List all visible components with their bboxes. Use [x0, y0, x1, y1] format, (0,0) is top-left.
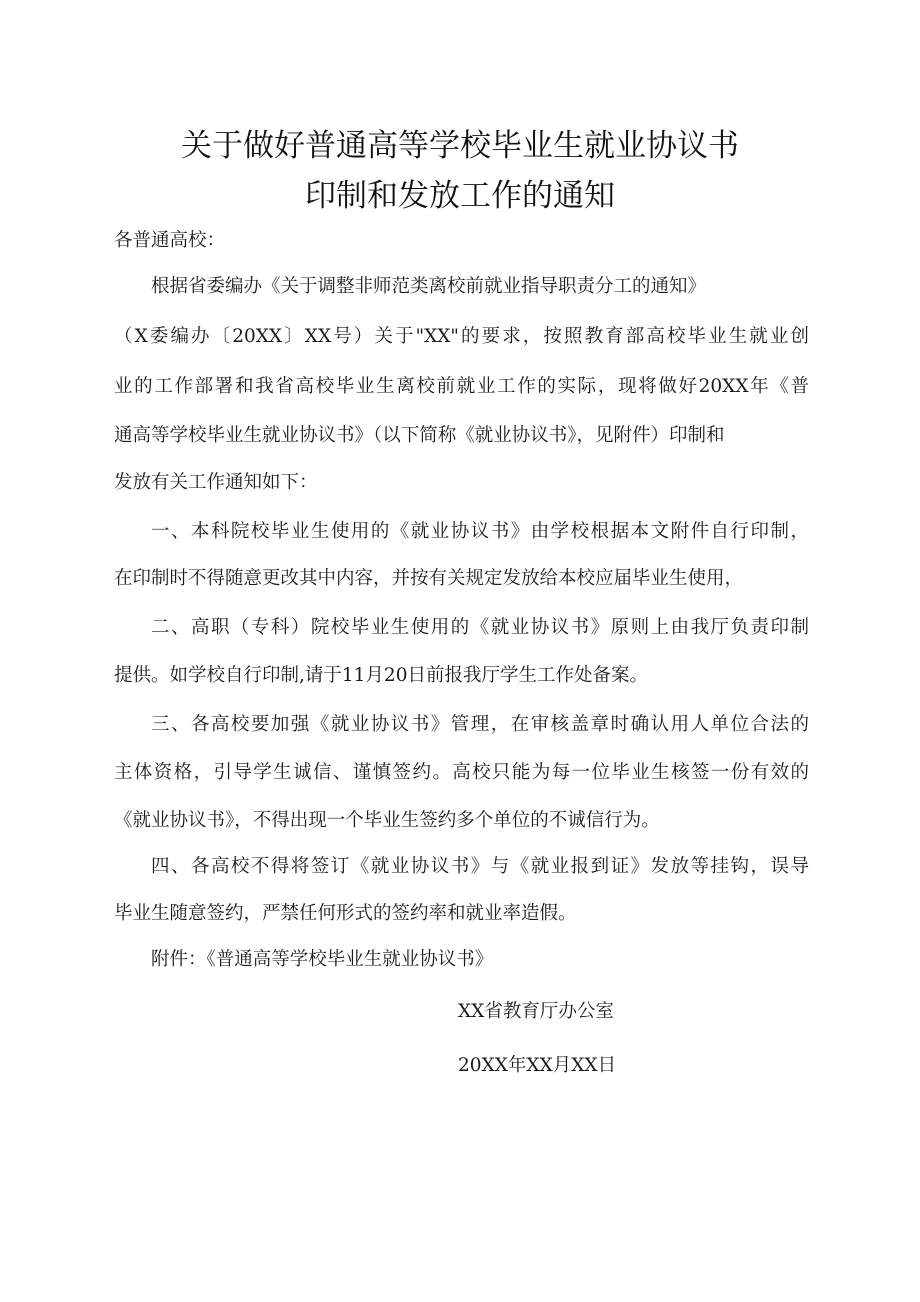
paragraph-line: 通高等学校毕业生就业协议书》（以下简称《就业协议书》，见附件）印制和: [114, 425, 725, 446]
item-line: 毕业生随意签约，严禁任何形式的签约率和就业率造假。: [114, 903, 577, 924]
attachment-note: 附件：《普通高等学校毕业生就业协议书》: [151, 949, 494, 970]
document-title-line-1: 关于做好普通高等学校毕业生就业协议书: [181, 128, 739, 164]
item-line: 《就业协议书》，不得出现一个毕业生签约多个单位的不诚信行为。: [114, 810, 660, 831]
item-line: 一、本科院校毕业生使用的《就业协议书》由学校根据本文附件自行印制，: [151, 521, 809, 542]
paragraph-line: （X委编办〔20XX〕XX号）关于"XX"的要求，按照教育部高校毕业生就业创: [114, 326, 809, 347]
paragraph-line: 发放有关工作通知如下：: [114, 472, 318, 493]
item-line: 二、高职（专科）院校毕业生使用的《就业协议书》原则上由我厅负责印制: [151, 617, 809, 638]
issuing-office: XX省教育厅办公室: [458, 1001, 614, 1022]
paragraph-line: 根据省委编办《关于调整非师范类离校前就业指导职责分工的通知》: [151, 276, 707, 297]
salutation: 各普通高校：: [114, 230, 226, 251]
issue-date: 20XX年XX月XX日: [458, 1055, 617, 1076]
item-line: 四、各高校不得将签订《就业协议书》与《就业报到证》发放等挂钩，误导: [151, 856, 809, 877]
paragraph-line: 业的工作部署和我省高校毕业生离校前就业工作的实际，现将做好20XX年《普: [114, 376, 809, 397]
item-line: 主体资格，引导学生诚信、谨慎签约。高校只能为每一位毕业生核签一份有效的: [114, 762, 809, 783]
item-line: 三、各高校要加强《就业协议书》管理，在审核盖章时确认用人单位合法的: [151, 714, 809, 735]
item-line: 提供。如学校自行印制,请于11月20日前报我厅学生工作处备案。: [114, 665, 648, 686]
item-line: 在印制时不得随意更改其中内容，并按有关规定发放给本校应届毕业生使用，: [114, 568, 744, 589]
document-title-line-2: 印制和发放工作的通知: [305, 178, 615, 214]
